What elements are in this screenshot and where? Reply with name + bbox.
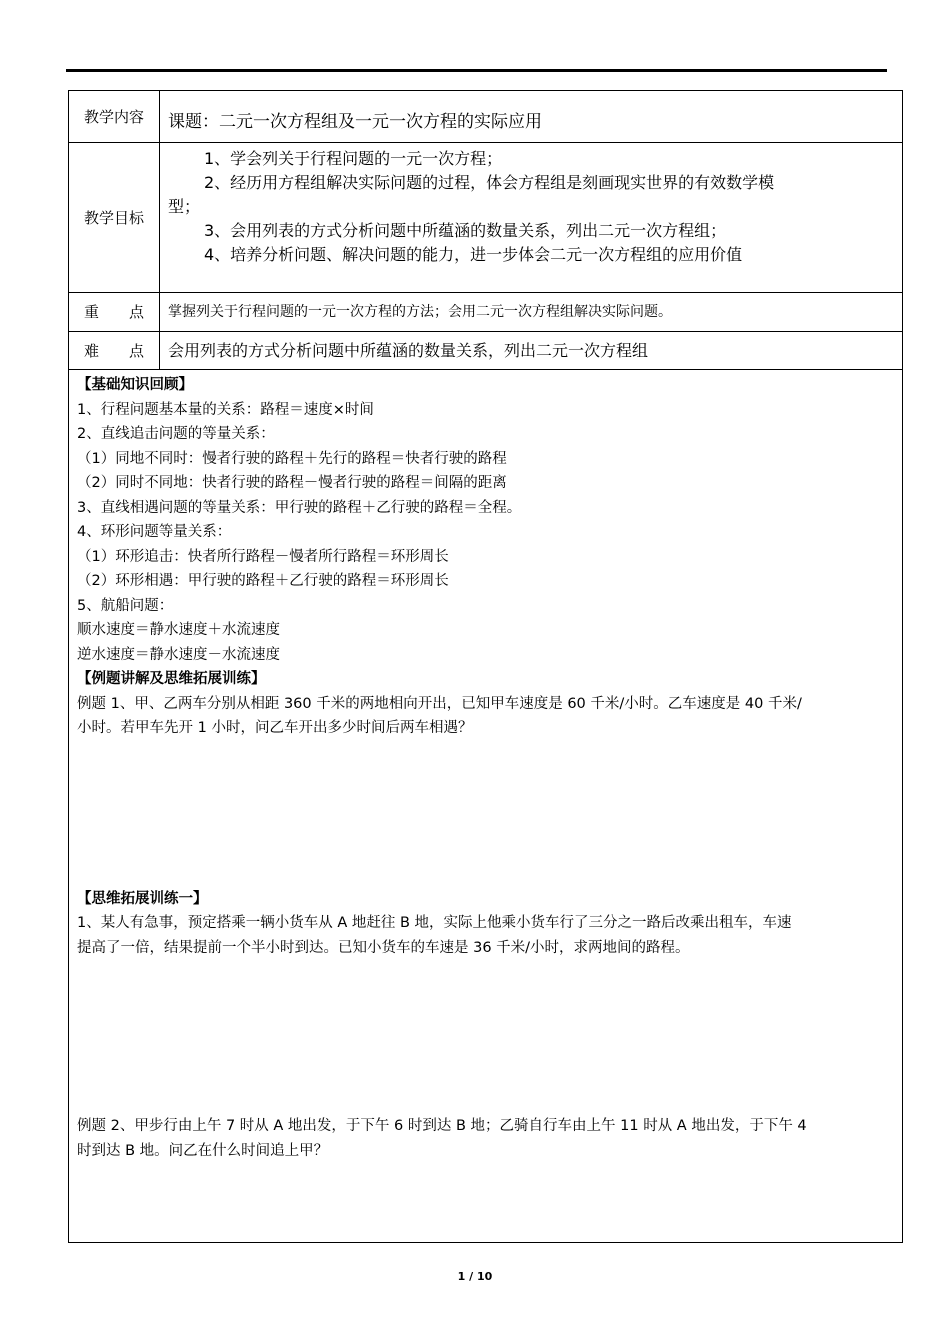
lesson-title: 课题：二元一次方程组及一元一次方程的实际应用 bbox=[160, 91, 903, 143]
goal-4: 4、培养分析问题、解决问题的能力，进一步体会二元一次方程组的应用价值 bbox=[204, 245, 743, 264]
review-line-4: （2）同时不同地：快者行驶的路程－慢者行驶的路程＝间隔的距离 bbox=[77, 475, 507, 491]
training-title: 【思维拓展训练一】 bbox=[77, 890, 208, 907]
difficulty-points: 会用列表的方式分析问题中所蕴涵的数量关系，列出二元一次方程组 bbox=[160, 332, 903, 370]
label-content: 教学内容 bbox=[69, 91, 160, 143]
goal-3: 3、会用列表的方式分析问题中所蕴涵的数量关系，列出二元一次方程组； bbox=[204, 221, 727, 240]
lesson-plan-table bbox=[68, 90, 903, 1243]
row-goals bbox=[69, 143, 903, 293]
review-line-1: 1、行程问题基本量的关系：路程＝速度×时间 bbox=[77, 401, 374, 418]
review-line-6: 4、环形问题等量关系： bbox=[77, 524, 232, 540]
label-goals: 教学目标 bbox=[69, 143, 160, 293]
example-1-line-1: 例题 1、甲、乙两车分别从相距 360 千米的两地相向开出，已知甲车速度是 60 千米/小时。乙车速度是 40 千米/ bbox=[77, 695, 802, 712]
row-content bbox=[69, 91, 903, 143]
answer-space-1 bbox=[77, 741, 894, 887]
goal-1: 1、学会列关于行程问题的一元一次方程； bbox=[204, 149, 503, 168]
review-line-10: 顺水速度＝静水速度＋水流速度 bbox=[77, 622, 280, 638]
review-line-3: （1）同地不同时：慢者行驶的路程＋先行的路程＝快者行驶的路程 bbox=[77, 450, 507, 467]
example-2-line-1: 例题 2、甲步行由上午 7 时从 A 地出发，于下午 6 时到达 B 地；乙骑自行车由上午 11 时从 A 地出发，于下午 4 bbox=[77, 1118, 807, 1134]
training-1-line-1: 1、某人有急事，预定搭乘一辆小货车从 A 地赶往 B 地，实际上他乘小货车行了三分之一路后改乘出租车，车速 bbox=[77, 915, 792, 931]
example-1-line-2: 小时。若甲车先开 1 小时，问乙车开出多少时间后两车相遇？ bbox=[77, 720, 473, 736]
review-line-11: 逆水速度＝静水速度－水流速度 bbox=[77, 646, 280, 663]
review-line-7: （1）环形追击：快者所行路程－慢者所行路程＝环形周长 bbox=[77, 548, 449, 565]
page-number: 1 / 10 bbox=[457, 1270, 493, 1283]
label-difficulty: 难 点 bbox=[69, 332, 160, 370]
review-line-8: （2）环形相遇：甲行驶的路程＋乙行驶的路程＝环形周长 bbox=[77, 573, 449, 589]
label-key: 重 点 bbox=[69, 293, 160, 332]
row-difficulty bbox=[69, 332, 903, 370]
training-1-line-2: 提高了一倍，结果提前一个半小时到达。已知小货车的车速是 36 千米/小时，求两地间的路程。 bbox=[77, 939, 690, 956]
row-key bbox=[69, 293, 903, 332]
key-points: 掌握列关于行程问题的一元一次方程的方法；会用二元一次方程组解决实际问题。 bbox=[160, 293, 903, 332]
example-2-line-2: 时到达 B 地。问乙在什么时间追上甲？ bbox=[77, 1142, 329, 1159]
body-cell bbox=[69, 370, 903, 1243]
goal-2-cont: 型； bbox=[168, 197, 201, 216]
header-rule bbox=[66, 69, 887, 72]
goals-cell bbox=[160, 143, 903, 293]
review-title: 【基础知识回顾】 bbox=[77, 377, 193, 393]
answer-space-2 bbox=[77, 960, 894, 1114]
row-body bbox=[69, 370, 903, 1243]
example-title: 【例题讲解及思维拓展训练】 bbox=[77, 671, 266, 687]
review-line-5: 3、直线相遇问题的等量关系：甲行驶的路程＋乙行驶的路程＝全程。 bbox=[77, 499, 522, 516]
goal-2: 2、经历用方程组解决实际问题的过程，体会方程组是刻画现实世界的有效数学模 bbox=[204, 173, 775, 192]
review-line-2: 2、直线追击问题的等量关系： bbox=[77, 426, 275, 442]
review-line-9: 5、航船问题： bbox=[77, 597, 174, 614]
